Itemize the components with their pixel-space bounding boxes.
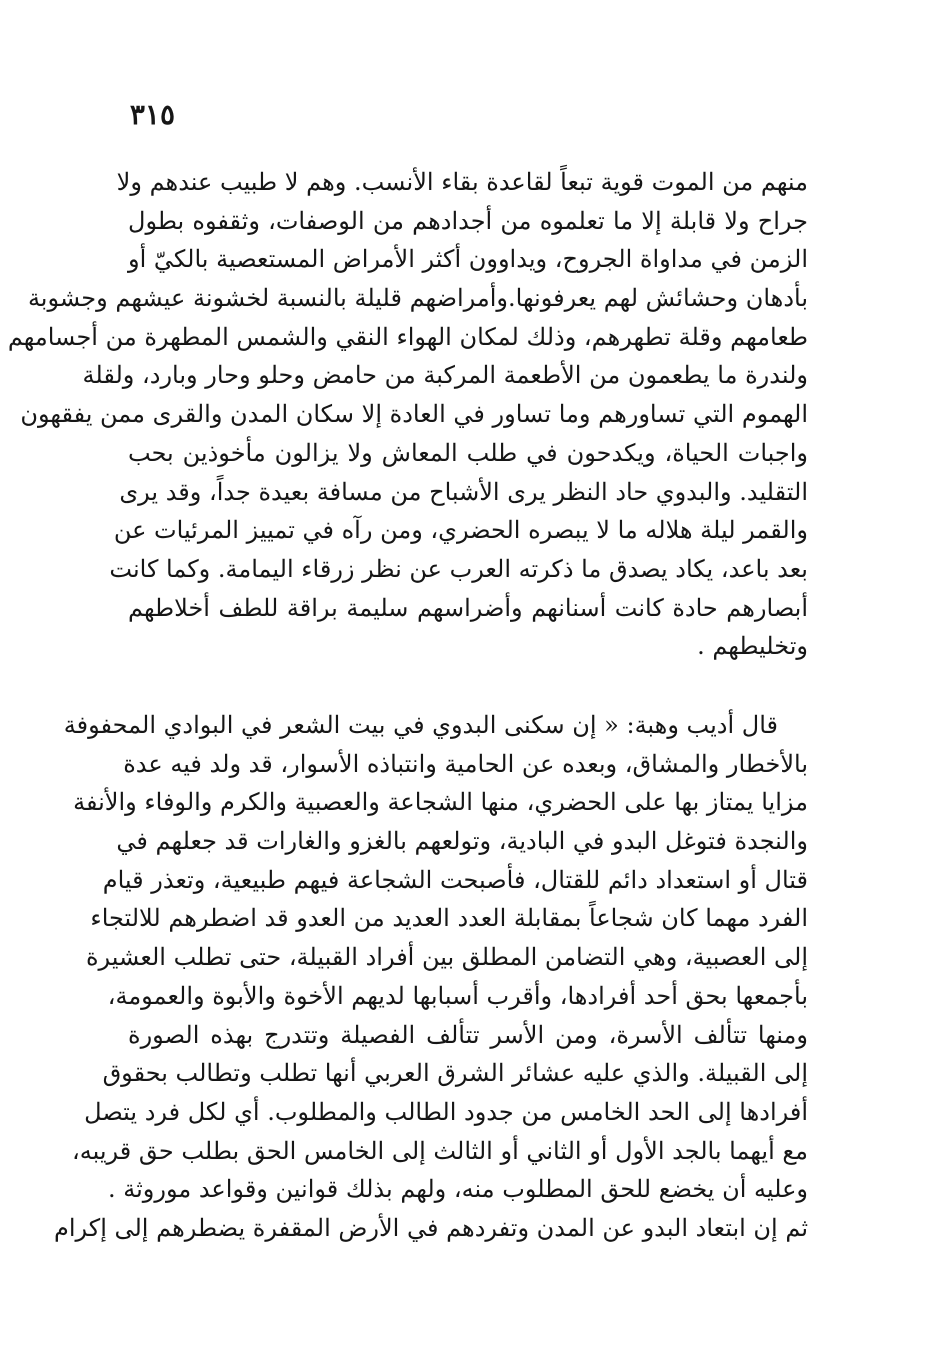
text-line: والنجدة فتوغل البدو في البادية، وتولعهم بالغزو والغارات قد جعلهم في — [116, 827, 808, 856]
text-line: إلى العصبية، وهي التضامن المطلق بين أفراد القبيلة، حتى تطلب العشيرة — [85, 943, 808, 972]
text-line: وتخليطهم . — [697, 632, 808, 661]
text-line: وعليه أن يخضع للحق المطلوب منه، ولهم بذلك قوانين وقواعد موروثة . — [107, 1175, 808, 1204]
text-line: جراح ولا قابلة إلا ما تعلموه من أجدادهم من الوصفات، وثقفوه بطول — [128, 206, 808, 235]
text-line: ولندرة ما يطعمون من الأطعمة المركبة من حامض وحلو وحار وبارد، ولقلة — [82, 361, 808, 390]
page-number: ٣١٥ — [129, 98, 175, 131]
text-line: طعامهم وقلة تطهرهم، وذلك لمكان الهواء النقي والشمس المطهرة من أجسامهم — [7, 322, 808, 351]
text-line: إلى القبيلة. والذي عليه عشائر الشرق العربي أنها تطلب وتطالب بحقوق — [102, 1059, 808, 1088]
text-line: الزمن في مداواة الجروح، ويداوون أكثر الأمراض المستعصية بالكيّ أو — [128, 245, 808, 274]
text-line: قتال أو استعداد دائم للقتال، فأصبحت الشجاعة فيهم طبيعية، وتعذر قيام — [102, 865, 808, 894]
text-line: الهموم التي تساورهم وما تساور في العادة إلا سكان المدن والقرى ممن يفقهون — [20, 400, 808, 429]
paragraph-2 — [54, 706, 808, 1248]
text-line: أبصارهم حادة كانت أسنانهم وأضراسهم سليمة براقة للطف أخلاطهم — [128, 593, 808, 622]
text-line: منهم من الموت قوية تبعاً لقاعدة بقاء الأنسب. وهم لا طبيب عندهم ولا — [116, 168, 808, 196]
text-line: التقليد. والبدوي حاد النظر يرى الأشباح من مسافة بعيدة جداً، وقد يرى — [119, 477, 808, 506]
text-line: ثم إن ابتعاد البدو عن المدن وتفردهم في الأرض المقفرة يضطرهم إلى إكرام — [54, 1213, 808, 1242]
text-line: مزايا يمتاز بها على الحضري، منها الشجاعة والعصبية والكرم والوفاء والأنفة — [73, 788, 808, 817]
text-line: بعد باعد، يكاد يصدق ما ذكرته العرب عن نظر زرقاء اليمامة. وكما كانت — [109, 554, 808, 583]
text-line: والقمر ليلة هلاله ما لا يبصره الحضري، ومن رآه في تمييز المرئيات عن — [113, 516, 808, 545]
text-line: بالأخطار والمشاق، وبعده عن الحامية وانتباذه الأسوار، قد ولد فيه عدة — [123, 749, 808, 778]
text-line: الفرد مهما كان شجاعاً بمقابلة العدد العديد من العدو قد اضطرهم للالتجاء — [90, 904, 808, 933]
text-line: قال أديب وهبة: « إن سكنى البدوي في بيت الشعر في البوادي المحفوفة — [63, 711, 778, 739]
text-line: بأدهان وحشائش لهم يعرفونها.وأمراضهم قليلة بالنسبة لخشونة عيشهم وجشوبة — [27, 284, 808, 313]
text-line: بأجمعها بحق أحد أفرادها، وأقرب أسبابها لديهم الأخوة والأبوة والعمومة، — [107, 981, 808, 1010]
text-line: واجبات الحياة، ويكدحون في طلب المعاش ولا يزالون مأخوذين بحب — [128, 438, 808, 467]
text-line: ومنها تتألف الأسرة، ومن الأسر تتألف الفصيلة وتتدرج بهذه الصورة — [128, 1020, 808, 1049]
text-line: أفرادها إلى الحد الخامس من جدود الطالب والمطلوب. أي لكل فرد يتصل — [84, 1097, 808, 1126]
paragraph-1 — [7, 163, 808, 666]
text-line: مع أيهما بالجد الأول أو الثاني أو الثالث إلى الخامس الحق بطلب حق قريبه، — [71, 1136, 808, 1165]
